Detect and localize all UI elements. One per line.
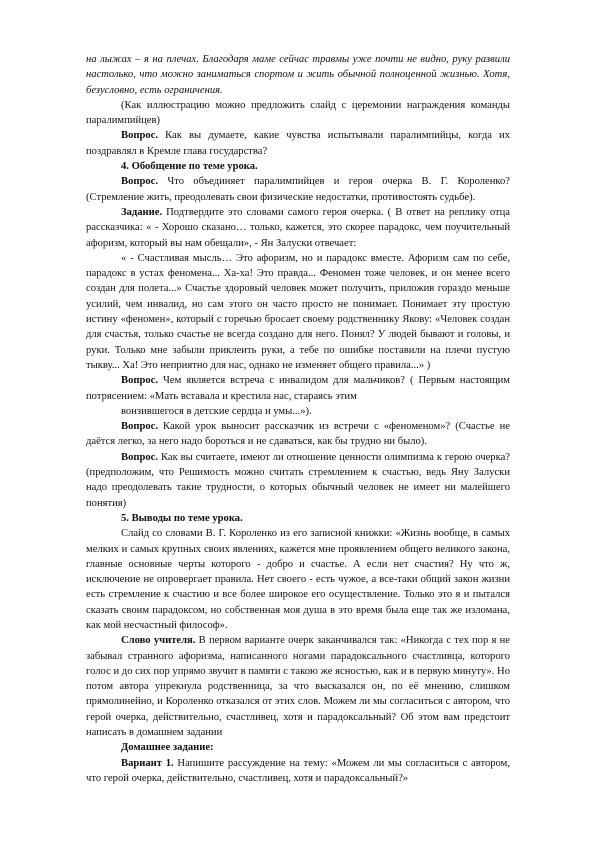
document-page <box>86 52 510 786</box>
teacher-word-label: Слово учителя. <box>121 635 196 647</box>
variant-1 <box>86 756 510 787</box>
intro-paragraph: на лыжах – я на плечах. Благодаря маме сейчас травмы уже почти не видно, руку развили настолько, что можно заниматься спортом и жить обычной полноценной жизнью. Хотя, безусловно, есть ограничения. <box>86 54 510 96</box>
question-1-text: Как вы думаете, какие чувства испытывали паралимпийцы, когда их поздравлял в Кремле глава государства? <box>86 130 510 157</box>
question-4-text: Какой урок выносит рассказчик из встречи с «феноменом»? (Счастье не даётся легко, за него надо бороться и не сдаваться, как бы трудно ни было). <box>86 421 510 448</box>
question-3 <box>86 373 510 404</box>
question-3-text: Чем является встреча с инвалидом для мальчиков? ( Первым настоящим потрясением: «Мать вставала и крестила нас, стараясь этим <box>86 375 510 402</box>
section-5-heading: 5. Выводы по теме урока. <box>121 512 243 524</box>
question-2 <box>86 174 510 205</box>
illustration-note: (Как иллюстрацию можно предложить слайд с церемонии награждения команды паралимпийцев) <box>86 99 510 127</box>
task-label: Задание. <box>121 206 163 218</box>
question-3-continuation: вонзившегося в детские сердца и умы...»). <box>121 405 312 417</box>
question-5-text: Как вы считаете, имеют ли отношение ценности олимпизма к герою очерка? (предположим, что Решимость можно считать стремлением к счастью, ведь Яну Залуски надо преодолевать такие трудности, о которых обычный человек не имеет ни малейшего понятия) <box>86 451 510 509</box>
variant-1-text: Напишите рассуждение на тему: «Можем ли мы согласиться с автором, что герой очерка, действительно, счастливец, хотя и парадоксальный?» <box>86 757 511 784</box>
teacher-word-text: В первом варианте очерк заканчивался так: «Никогда с тех пор я не забывал странного афоризма, написанного ногами парадоксального счастливца, которого голос и до сих пор упрямо звучит в памяти с такою же ясностью, как и в первую минуту». Но потом автора упрекнула родственница, за что высказался он, по её мнению, слишком прямолинейно, и Короленко отказался от этих слов. Можем ли мы согласиться с автором, что герой очерка, действительно, счастливец, хотя и парадоксальный? Об этом вам предстоит написать в домашнем задании <box>86 635 510 739</box>
task <box>86 205 510 251</box>
section-4-heading: 4. Обобщение по теме урока. <box>121 161 258 173</box>
variant-1-label: Вариант 1. <box>121 757 174 769</box>
question-4 <box>86 419 510 450</box>
task-text: Подтвердите это словами самого героя очерка. ( В ответ на реплику отца рассказчика: « - Хорошо сказано… только, кажется, это скорее парадокс, чем поучительный афоризм, который вы нам обещали», - Ян Залуски отвечает: <box>86 206 510 249</box>
question-4-label: Вопрос. <box>121 421 159 433</box>
question-2-text: Что объединяет паралимпийцев и героя очерка В. Г. Короленко? (Стремление жить, преодолевать свои физические недостатки, противостоять судьбе). <box>86 176 510 203</box>
question-3-label: Вопрос. <box>121 375 159 387</box>
question-1-label: Вопрос. <box>121 130 159 142</box>
hero-quote: « - Счастливая мысль… Это афоризм, но и парадокс вместе. Афоризм сам по себе, парадокс в устах феномена... Ха-ха! Это правда... Феномен тоже человек, и он менее всего создан для полета...» Счастье здоровый человек может получить, приложив гораздо меньше усилий, чем инвалид, но сам этого он часто просто не понимает. Понимает эту простую истину «феномен», который с горечью бросает своему родственнику Якову: «Человек создан для счастья, только счастье не всегда создано для него. Понял? У людей бывают и головы, и руки. Только мне забыли приклеить руки, а тебе по ошибке поставили на плечи пустую тыкву... Ха! Это неприятно для нас, однако не изменяет общего правила...» ) <box>86 252 510 371</box>
question-2-label: Вопрос. <box>121 176 159 188</box>
conclusion-paragraph: Слайд со словами В. Г. Короленко из его записной книжки: «Жизнь вообще, в самых мелких и самых крупных своих явлениях, кажется мне проявлением общего великого закона, главные основные черты которого - добро и счастье. А если нет счастия? Ну что ж, исключение не опровергает правила. Нет своего - есть чужое, а все-таки общий закон жизни есть стремление к счастию и все более широкое его осуществление. Только это я и пытался сказать своим парадоксом, но собственная моя душа в это время была еще так же изломана, как мой несчастный философ». <box>86 528 510 631</box>
homework-heading: Домашнее задание: <box>121 742 214 754</box>
teacher-word <box>86 633 510 740</box>
question-5-label: Вопрос. <box>121 451 159 463</box>
question-1 <box>86 128 510 159</box>
question-5 <box>86 450 510 511</box>
